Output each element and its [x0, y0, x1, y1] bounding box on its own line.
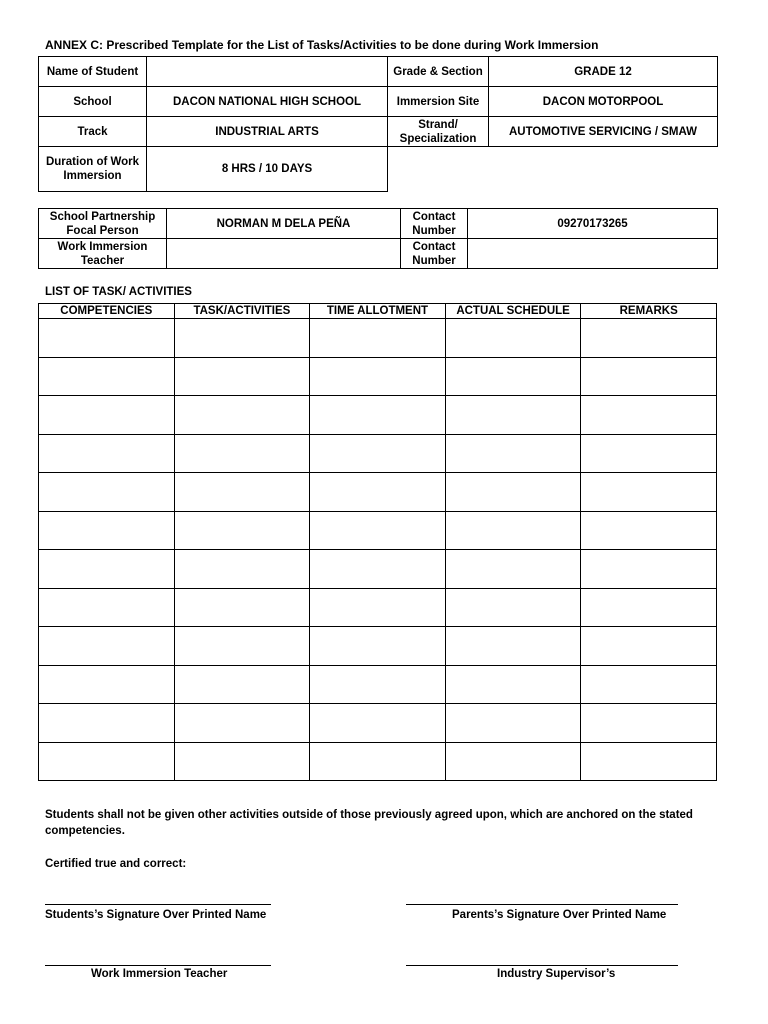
- task-cell[interactable]: [581, 627, 717, 666]
- column-header-actual-schedule: ACTUAL SCHEDULE: [445, 304, 581, 319]
- task-cell[interactable]: [39, 627, 175, 666]
- strand-label: Strand/ Specialization: [388, 117, 489, 147]
- duration-label: Duration of Work Immersion: [39, 147, 147, 192]
- column-header-remarks: REMARKS: [581, 304, 717, 319]
- task-cell[interactable]: [39, 511, 175, 550]
- school-value[interactable]: DACON NATIONAL HIGH SCHOOL: [147, 87, 388, 117]
- task-cell[interactable]: [310, 704, 446, 743]
- task-cell[interactable]: [310, 742, 446, 781]
- task-cell[interactable]: [445, 357, 581, 396]
- task-cell[interactable]: [310, 396, 446, 435]
- teacher-label: Work Immersion Teacher: [39, 239, 167, 269]
- task-row: [39, 396, 717, 435]
- duration-value[interactable]: 8 HRS / 10 DAYS: [147, 147, 388, 192]
- task-cell[interactable]: [581, 511, 717, 550]
- task-cell[interactable]: [445, 550, 581, 589]
- parent-signature-line[interactable]: [406, 904, 678, 905]
- task-row: [39, 473, 717, 512]
- task-cell[interactable]: [174, 511, 310, 550]
- task-cell[interactable]: [39, 588, 175, 627]
- column-header-competencies: COMPETENCIES: [39, 304, 175, 319]
- task-cell[interactable]: [445, 511, 581, 550]
- partner-contact-value[interactable]: 09270173265: [468, 209, 718, 239]
- task-table-body: [39, 319, 717, 781]
- contact-table: [38, 208, 718, 269]
- agreement-note: Students shall not be given other activities outside of those previously agreed upon, which are anchored on the stated competencies.: [45, 809, 693, 837]
- task-row: [39, 704, 717, 743]
- teacher-value[interactable]: [167, 239, 401, 269]
- task-cell[interactable]: [445, 627, 581, 666]
- task-cell[interactable]: [581, 550, 717, 589]
- task-row: [39, 742, 717, 781]
- task-cell[interactable]: [581, 473, 717, 512]
- teacher-signature-line[interactable]: [45, 965, 271, 966]
- task-cell[interactable]: [445, 473, 581, 512]
- parent-signature-label: Parents’s Signature Over Printed Name: [452, 909, 667, 921]
- task-cell[interactable]: [174, 434, 310, 473]
- task-row: [39, 511, 717, 550]
- task-cell[interactable]: [39, 742, 175, 781]
- task-cell[interactable]: [445, 319, 581, 358]
- task-cell[interactable]: [445, 665, 581, 704]
- grade-value[interactable]: GRADE 12: [489, 57, 718, 87]
- task-cell[interactable]: [310, 434, 446, 473]
- task-row: [39, 550, 717, 589]
- task-cell[interactable]: [310, 319, 446, 358]
- certified-label: Certified true and correct:: [45, 858, 187, 870]
- task-row: [39, 357, 717, 396]
- blank-area: [388, 147, 718, 192]
- task-cell[interactable]: [39, 473, 175, 512]
- task-cell[interactable]: [174, 588, 310, 627]
- strand-value[interactable]: AUTOMOTIVE SERVICING / SMAW: [489, 117, 718, 147]
- teacher-contact-value[interactable]: [468, 239, 718, 269]
- task-row: [39, 319, 717, 358]
- teacher-contact-label: Contact Number: [401, 239, 468, 269]
- task-cell[interactable]: [445, 742, 581, 781]
- task-table: [38, 303, 717, 781]
- task-cell[interactable]: [445, 434, 581, 473]
- task-cell[interactable]: [39, 704, 175, 743]
- task-cell[interactable]: [39, 434, 175, 473]
- student-signature-line[interactable]: [45, 904, 271, 905]
- task-row: [39, 588, 717, 627]
- task-cell[interactable]: [174, 627, 310, 666]
- page-title: ANNEX C: Prescribed Template for the List of Tasks/Activities to be done during Work Immersion: [45, 38, 599, 52]
- task-cell[interactable]: [174, 550, 310, 589]
- school-label: School: [39, 87, 147, 117]
- partner-contact-label: Contact Number: [401, 209, 468, 239]
- supervisor-signature-label: Industry Supervisor’s: [497, 968, 616, 980]
- task-cell[interactable]: [581, 588, 717, 627]
- column-header-tasks: TASK/ACTIVITIES: [174, 304, 310, 319]
- task-cell[interactable]: [445, 704, 581, 743]
- name-value[interactable]: [147, 57, 388, 87]
- task-cell[interactable]: [581, 434, 717, 473]
- task-cell[interactable]: [39, 319, 175, 358]
- task-cell[interactable]: [445, 588, 581, 627]
- task-cell[interactable]: [581, 742, 717, 781]
- track-label: Track: [39, 117, 147, 147]
- task-cell[interactable]: [310, 473, 446, 512]
- teacher-signature-label: Work Immersion Teacher: [91, 968, 228, 980]
- task-cell[interactable]: [39, 396, 175, 435]
- partner-value[interactable]: NORMAN M DELA PEÑA: [167, 209, 401, 239]
- task-cell[interactable]: [581, 704, 717, 743]
- task-cell[interactable]: [310, 665, 446, 704]
- student-signature-label: Students’s Signature Over Printed Name: [45, 909, 267, 921]
- task-cell[interactable]: [581, 396, 717, 435]
- site-value[interactable]: DACON MOTORPOOL: [489, 87, 718, 117]
- supervisor-signature-line[interactable]: [406, 965, 678, 966]
- task-cell[interactable]: [310, 357, 446, 396]
- student-info-table: [38, 56, 718, 192]
- task-cell[interactable]: [39, 665, 175, 704]
- task-cell[interactable]: [310, 588, 446, 627]
- task-cell[interactable]: [39, 357, 175, 396]
- task-cell[interactable]: [310, 550, 446, 589]
- task-list-title: LIST OF TASK/ ACTIVITIES: [45, 286, 192, 298]
- task-row: [39, 627, 717, 666]
- column-header-time-allotment: TIME ALLOTMENT: [310, 304, 446, 319]
- task-cell[interactable]: [581, 357, 717, 396]
- task-cell[interactable]: [174, 742, 310, 781]
- task-row: [39, 665, 717, 704]
- task-cell[interactable]: [581, 665, 717, 704]
- task-cell[interactable]: [310, 627, 446, 666]
- task-cell[interactable]: [174, 396, 310, 435]
- site-label: Immersion Site: [388, 87, 489, 117]
- partner-label: School Partnership Focal Person: [39, 209, 167, 239]
- task-cell[interactable]: [581, 319, 717, 358]
- task-cell[interactable]: [445, 396, 581, 435]
- task-cell[interactable]: [174, 473, 310, 512]
- track-value[interactable]: INDUSTRIAL ARTS: [147, 117, 388, 147]
- task-cell[interactable]: [174, 319, 310, 358]
- task-cell[interactable]: [174, 704, 310, 743]
- task-cell[interactable]: [174, 665, 310, 704]
- task-cell[interactable]: [39, 550, 175, 589]
- task-row: [39, 434, 717, 473]
- grade-label: Grade & Section: [388, 57, 489, 87]
- task-cell[interactable]: [310, 511, 446, 550]
- task-cell[interactable]: [174, 357, 310, 396]
- name-label: Name of Student: [39, 57, 147, 87]
